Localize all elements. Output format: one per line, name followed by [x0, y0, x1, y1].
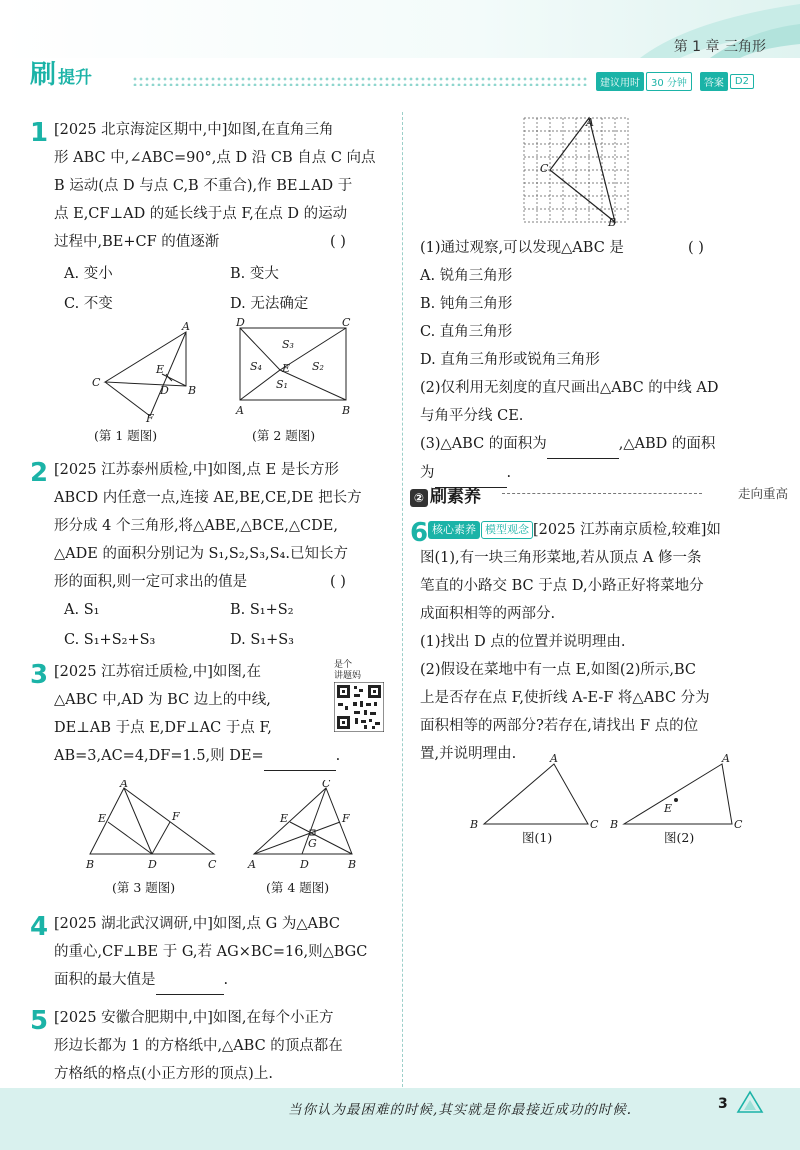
- text-line: 形分成 4 个三角形,将△ABE,△BCE,△CDE,: [54, 518, 338, 534]
- option-d: D. S₁+S₃: [230, 632, 294, 648]
- section-title: 刷素养: [430, 487, 481, 507]
- text-line: (1)找出 D 点的位置并说明理由.: [420, 634, 626, 650]
- answer-value: D2: [730, 74, 754, 89]
- text-line: [2025 北京海淀区期中,中]如图,在直角三角: [54, 122, 334, 138]
- qr-label-line: 是个: [334, 660, 353, 670]
- text-span: .: [223, 972, 229, 988]
- answer-blank: [547, 430, 619, 459]
- question-5-sub2: (2)仅利用无刻度的直尺画出△ABC 的中线 AD: [420, 380, 719, 396]
- figure-caption: (第 1 题图): [94, 428, 158, 443]
- svg-text:E: E: [280, 812, 289, 825]
- figure-q6-1: [466, 754, 606, 832]
- time-label: 建议用时: [596, 72, 644, 91]
- text-line: 成面积相等的两部分.: [420, 606, 556, 622]
- text-line: DE⊥AB 于点 E,DF⊥AC 于点 F,: [54, 720, 272, 736]
- figure-caption: (第 3 题图): [112, 880, 176, 895]
- svg-text:D: D: [148, 858, 157, 871]
- question-number: 3: [30, 660, 49, 690]
- section-badge: [410, 482, 481, 507]
- svg-text:A: A: [236, 404, 244, 417]
- svg-text:E: E: [282, 362, 291, 375]
- question-5-options: [420, 262, 719, 488]
- text-span: (3)△ABC 的面积为: [420, 436, 547, 452]
- text-line: [2025 湖北武汉调研,中]如图,点 G 为△ABC: [54, 916, 340, 932]
- dotted-rule: [132, 76, 587, 86]
- text-line: [54, 966, 367, 995]
- text-line: [2025 江苏宿迁质检,中]如图,在: [54, 664, 262, 680]
- svg-text:E: E: [664, 802, 673, 815]
- answer-blank: [156, 966, 224, 995]
- option-d: D. 直角三角形或锐角三角形: [420, 352, 600, 368]
- text-line: 方格纸的格点(小正方形的顶点)上.: [54, 1066, 273, 1082]
- option-d: D. 无法确定: [230, 296, 309, 312]
- answer-paren: ( ): [330, 574, 346, 590]
- brand-sub: 提升: [58, 68, 93, 89]
- text-line: 置,并说明理由.: [420, 746, 517, 762]
- question-4-text: [54, 910, 367, 995]
- text-line: 面积相等的两部分?若存在,请找出 F 点的位: [420, 718, 699, 734]
- svg-text:B: B: [470, 818, 479, 831]
- svg-text:B: B: [86, 858, 95, 871]
- question-number: 4: [30, 912, 49, 942]
- svg-text:C: C: [208, 858, 217, 871]
- question-number: 6: [410, 518, 429, 548]
- qr-label-line: 讲题妈: [334, 671, 362, 681]
- question-6-text: [428, 516, 721, 544]
- page-number: 3: [718, 1096, 728, 1112]
- question-5-text: [54, 1004, 343, 1088]
- option-c: C. 直角三角形: [420, 324, 513, 340]
- question-number: 1: [30, 118, 49, 148]
- text-span: .: [335, 748, 341, 764]
- question-2-text: [54, 456, 362, 596]
- text-span: [2025 江苏南京质检,较难]如: [533, 522, 721, 538]
- question-3-text: [54, 658, 340, 771]
- question-1-text: [54, 116, 376, 256]
- text-line: 形 ABC 中,∠ABC=90°,点 D 沿 CB 自点 C 向点: [54, 150, 376, 166]
- option-a: A. 锐角三角形: [420, 268, 513, 284]
- svg-text:S₁: S₁: [276, 378, 288, 391]
- question-6-body: [420, 544, 710, 768]
- brand-main: 刷: [30, 60, 57, 90]
- question-number: 5: [30, 1006, 49, 1036]
- figure-caption: 图(2): [664, 830, 695, 845]
- text-line: 上是否存在点 F,使折线 A-E-F 将△ABC 分为: [420, 690, 710, 706]
- figure-q2: [232, 318, 356, 418]
- answer-blank: [264, 742, 336, 771]
- option-b: B. 变大: [230, 266, 279, 282]
- option-a: A. S₁: [64, 602, 100, 618]
- svg-text:S₃: S₃: [282, 338, 294, 351]
- svg-text:A: A: [120, 780, 128, 790]
- footer-motto: 当你认为最困难的时候,其实就是你最接近成功的时候.: [288, 1102, 633, 1118]
- time-box: [596, 72, 754, 91]
- question-5-sub2: 与角平分线 CE.: [420, 408, 524, 424]
- svg-text:B: B: [610, 818, 619, 831]
- text-span: ,△ABD 的面积: [618, 436, 716, 452]
- svg-text:D: D: [300, 858, 309, 871]
- section-subtitle: 走向重高: [737, 486, 788, 501]
- text-span: .: [506, 465, 512, 481]
- text-line: 图(1),有一块三角形菜地,若从顶点 A 修一条: [420, 550, 702, 566]
- svg-text:G: G: [308, 837, 317, 850]
- column-divider: [402, 112, 403, 1087]
- text-span: 为: [420, 465, 435, 481]
- chapter-label: 第 1 章 三角形: [673, 39, 766, 55]
- answer-label: 答案: [700, 72, 728, 91]
- figure-q3: [80, 780, 230, 872]
- figure-q1: [80, 318, 210, 422]
- svg-text:B: B: [608, 216, 617, 228]
- svg-text:S₄: S₄: [250, 360, 262, 373]
- figure-q6-2: [610, 754, 750, 832]
- qr-label: [334, 660, 361, 682]
- svg-text:C: C: [590, 818, 599, 831]
- model-concept-tag: 模型观念: [481, 521, 533, 539]
- answer-paren: ( ): [688, 240, 704, 256]
- figure-q4: [244, 780, 364, 872]
- text-line: [2025 安徽合肥期中,中]如图,在每个小正方: [54, 1010, 334, 1026]
- question-number: 2: [30, 458, 49, 488]
- figure-caption: (第 2 题图): [252, 428, 316, 443]
- svg-text:F: F: [342, 812, 350, 825]
- svg-text:A: A: [550, 754, 558, 765]
- option-b: B. 钝角三角形: [420, 296, 513, 312]
- svg-text:A: A: [248, 858, 256, 871]
- svg-text:E: E: [98, 812, 107, 825]
- svg-text:C: C: [322, 780, 331, 790]
- text-span: AB=3,AC=4,DF=1.5,则 DE=: [54, 748, 264, 764]
- svg-text:C: C: [92, 376, 101, 389]
- text-line: ABCD 内任意一点,连接 AE,BE,CE,DE 把长方: [54, 490, 362, 506]
- section-rule: [502, 493, 702, 494]
- svg-text:C: C: [342, 318, 351, 329]
- time-value: 30 分钟: [646, 72, 692, 91]
- triangle-ruler-icon: [736, 1090, 764, 1116]
- option-b: B. S₁+S₂: [230, 602, 294, 618]
- text-line: 过程中,BE+CF 的值逐渐: [54, 234, 220, 250]
- answer-paren: ( ): [330, 234, 346, 250]
- text-line: 形的面积,则一定可求出的值是: [54, 574, 248, 590]
- text-line: B 运动(点 D 与点 C,B 不重合),作 BE⊥AD 于: [54, 178, 353, 194]
- question-5-sub1: (1)通过观察,可以发现△ABC 是: [420, 240, 624, 256]
- text-span: 面积的最大值是: [54, 972, 156, 988]
- svg-text:A: A: [586, 116, 594, 129]
- svg-text:A: A: [182, 320, 190, 333]
- option-a: A. 变小: [64, 266, 113, 282]
- core-literacy-tag: 核心素养: [428, 521, 480, 539]
- figure-q5-grid: [522, 116, 632, 228]
- section-number-icon: ②: [410, 489, 428, 507]
- option-c: C. 不变: [64, 296, 113, 312]
- text-line: [428, 516, 721, 544]
- svg-text:A: A: [722, 754, 730, 765]
- svg-text:D: D: [160, 384, 169, 397]
- svg-text:C: C: [540, 162, 549, 175]
- svg-text:B: B: [188, 384, 197, 397]
- svg-text:F: F: [146, 412, 154, 422]
- text-line: [54, 742, 340, 771]
- svg-text:C: C: [734, 818, 743, 831]
- svg-text:B: B: [342, 404, 351, 417]
- svg-text:E: E: [156, 363, 165, 376]
- text-line: (2)假设在菜地中有一点 E,如图(2)所示,BC: [420, 662, 697, 678]
- text-line: 形边长都为 1 的方格纸中,△ABC 的顶点都在: [54, 1038, 343, 1054]
- section-header: [410, 480, 788, 507]
- svg-text:S₂: S₂: [312, 360, 324, 373]
- qr-code-icon[interactable]: [334, 682, 384, 732]
- svg-text:B: B: [348, 858, 357, 871]
- brand-title: [30, 62, 92, 88]
- text-line: [2025 江苏泰州质检,中]如图,点 E 是长方形: [54, 462, 339, 478]
- svg-text:D: D: [236, 318, 245, 329]
- svg-text:F: F: [172, 810, 180, 823]
- text-line: △ABC 中,AD 为 BC 边上的中线,: [54, 692, 271, 708]
- text-line: 笔直的小路交 BC 于点 D,小路正好将菜地分: [420, 578, 704, 594]
- question-5-sub3: [420, 430, 719, 459]
- figure-caption: (第 4 题图): [266, 880, 330, 895]
- option-c: C. S₁+S₂+S₃: [64, 632, 156, 648]
- text-line: △ADE 的面积分别记为 S₁,S₂,S₃,S₄.已知长方: [54, 546, 348, 562]
- figure-caption: 图(1): [522, 830, 553, 845]
- text-line: 的重心,CF⊥BE 于 G,若 AG×BC=16,则△BGC: [54, 944, 368, 960]
- text-line: 点 E,CF⊥AD 的延长线于点 F,在点 D 的运动: [54, 206, 348, 222]
